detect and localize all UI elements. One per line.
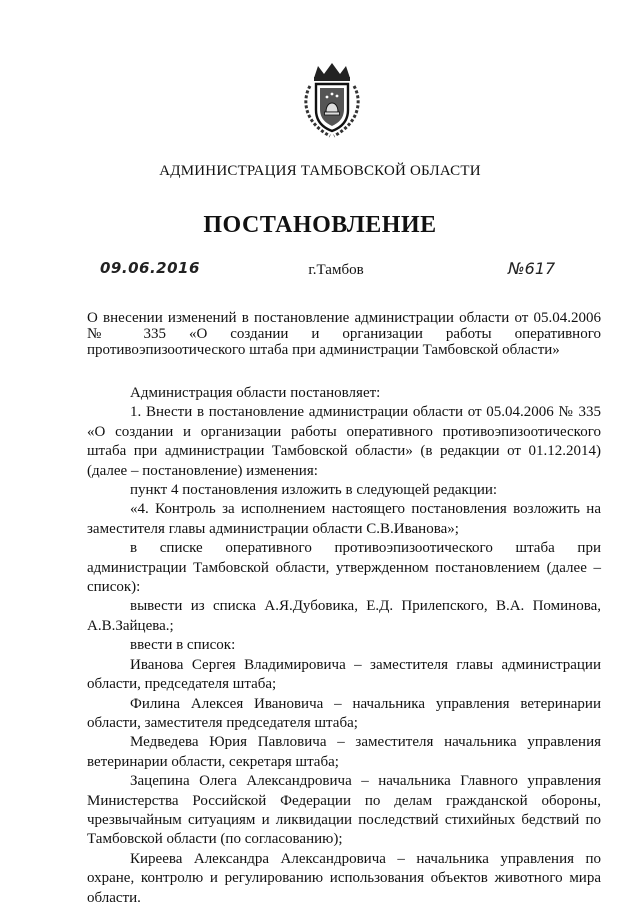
- paragraph: вывести из списка А.Я.Дубовика, Е.Д. Прилепского, В.А. Поминова, А.В.Зайцева.;: [87, 598, 601, 634]
- paragraph: Администрация области постановляет:: [130, 385, 381, 401]
- tambov-coat-of-arms-icon: [300, 60, 364, 140]
- document-body: [87, 384, 601, 908]
- paragraph: Зацепина Олега Александровича – начальника Главного управления Министерства Российской Федерации по делам гражданской обороны, чрезвычайным ситуациям и ликвидации последствий стихийных бедствий по Тамбовской области (по согласованию);: [87, 773, 601, 848]
- paragraph: Филина Алексея Ивановича – начальника управления ветеринарии области, заместителя председателя штаба;: [87, 695, 601, 731]
- paragraph: ввести в список:: [130, 637, 236, 654]
- paragraph: Медведева Юрия Павловича – заместителя начальника управления ветеринарии области, секретаря штаба;: [87, 734, 601, 770]
- paragraph: Киреева Александра Александровича – начальника управления по охране, контролю и регулированию использования объектов животного мира области.: [87, 850, 601, 906]
- document-date: 09.06.2016: [100, 259, 200, 277]
- document-type-heading: ПОСТАНОВЛЕНИЕ: [203, 212, 437, 238]
- organization-title: АДМИНИСТРАЦИЯ ТАМБОВСКОЙ ОБЛАСТИ: [159, 163, 481, 179]
- paragraph: Иванова Сергея Владимировича – заместителя главы администрации области, председателя штаба;: [87, 656, 601, 693]
- document-subject: О внесении изменений в постановление администрации области от 05.04.2006 № 335 «О создании и организации работы оперативного противоэпизоотического штаба при администрации Тамбовской области»: [87, 310, 601, 358]
- paragraph: «4. Контроль за исполнением настоящего постановления возложить на заместителя главы администрации области С.В.Иванова»;: [87, 501, 601, 537]
- document-number: №617: [508, 259, 556, 278]
- paragraph: пункт 4 постановления изложить в следующей редакции:: [130, 482, 498, 499]
- document-city: г.Тамбов: [308, 262, 364, 278]
- paragraph: 1. Внести в постановление администрации области от 05.04.2006 № 335 «О создании и организации работы оперативного противоэпизоотического штаба при администрации Тамбовской области» (в редакции от 01.12.2014) (далее – постановление) изменения:: [87, 404, 601, 479]
- paragraph: в списке оперативного противоэпизоотического штаба при администрации Тамбовской области, утвержденном постановлением (далее – список):: [87, 540, 601, 596]
